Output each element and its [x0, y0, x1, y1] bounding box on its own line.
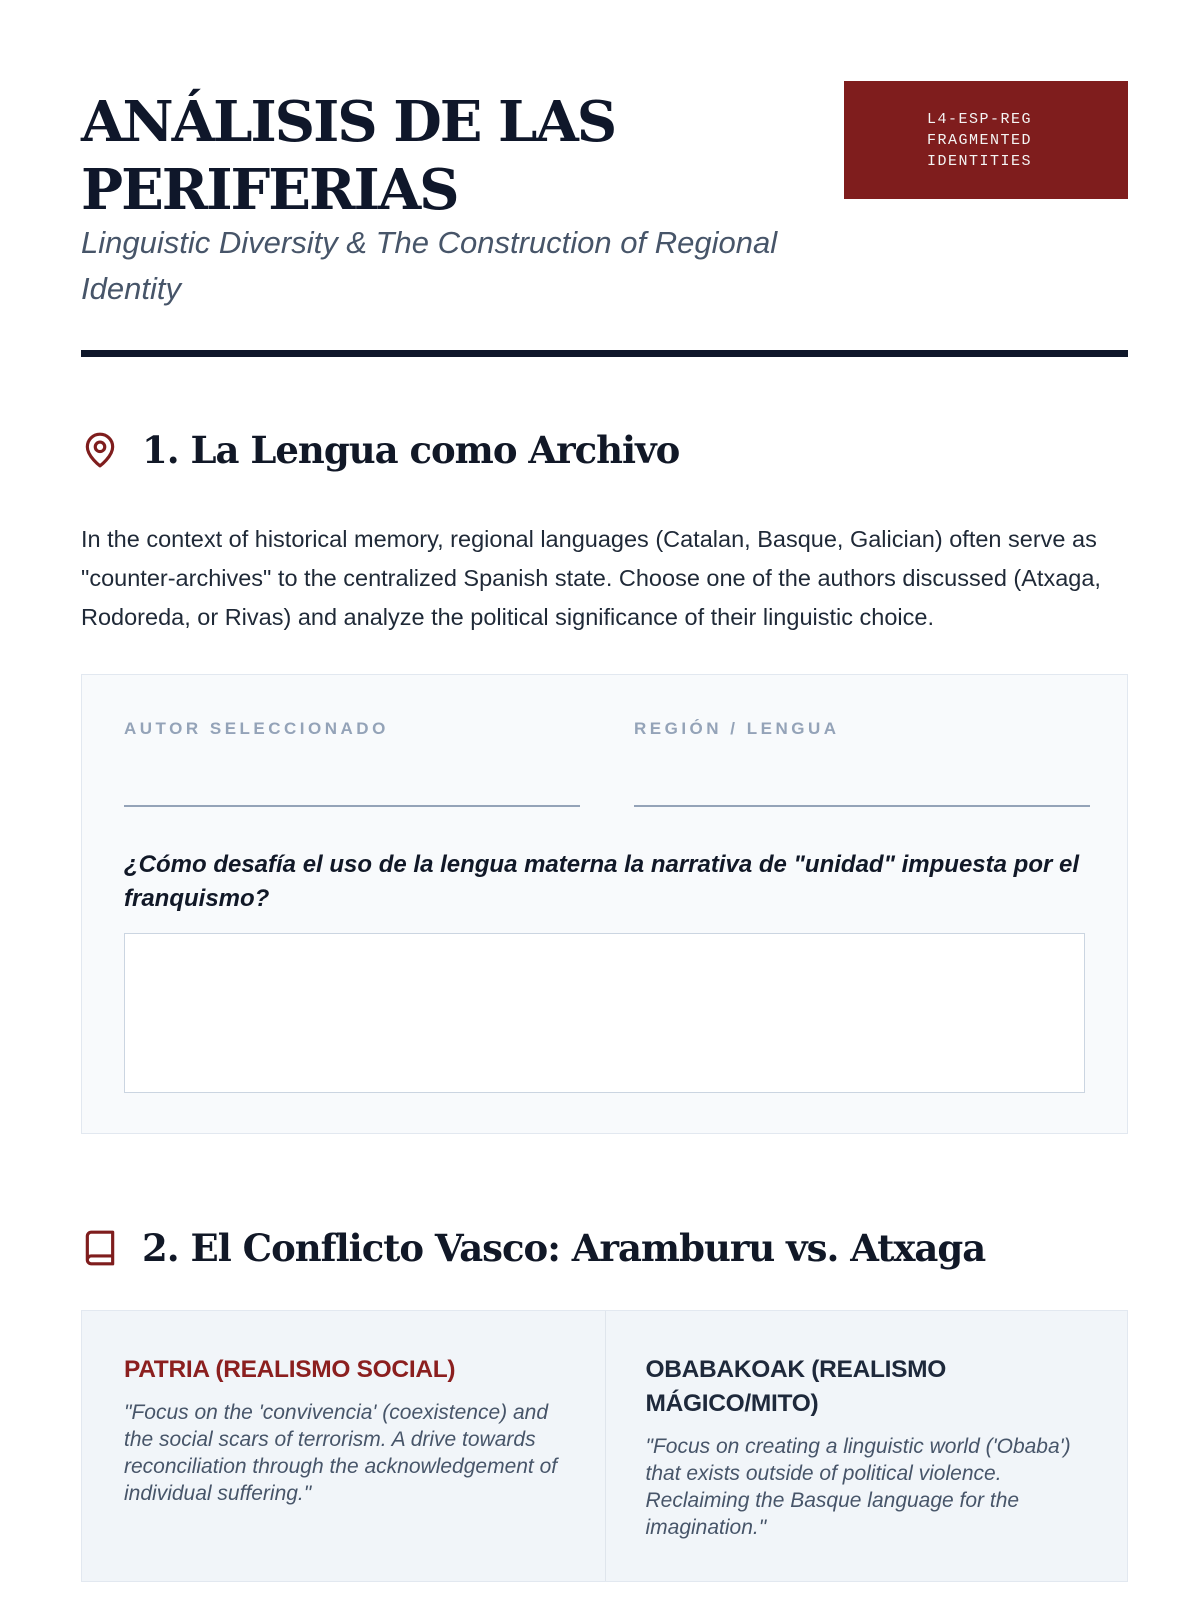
book-icon — [81, 1226, 121, 1270]
comparison-card-patria — [82, 1311, 605, 1581]
region-input-line[interactable] — [634, 805, 1090, 807]
title-line-1: ANÁLISIS DE LAS — [81, 89, 616, 155]
section-2-title: 2. El Conflicto Vasco: Aramburu vs. Atxaga — [142, 1226, 986, 1270]
section-1-intro: In the context of historical memory, regional languages (Catalan, Basque, Galician) often serve as "counter-archives" to the centralized Spanish state. Choose one of the authors discussed (Atxaga, Rodoreda, or Rivas) and analyze the political significance of their linguistic choice. — [81, 526, 1101, 630]
author-input-line[interactable] — [124, 805, 580, 807]
answer-textarea[interactable] — [124, 933, 1085, 1093]
section-1-heading — [81, 420, 1128, 480]
card-title: OBABAKOAK (REALISMO MÁGICO/MITO) — [645, 1356, 947, 1417]
page-title — [81, 88, 841, 224]
analysis-form — [81, 674, 1128, 1134]
region-field-label: REGIÓN / LENGUA — [634, 719, 840, 738]
card-quote: "Focus on the 'convivencia' (coexistence) and the social scars of terrorism. A drive towards reconciliation through the acknowledgement of individual suffering." — [124, 1401, 558, 1505]
comparison-panel — [81, 1310, 1128, 1582]
comparison-card-obabakoak — [605, 1311, 1128, 1581]
card-title: PATRIA (REALISMO SOCIAL) — [124, 1356, 456, 1383]
map-pin-icon — [81, 428, 121, 472]
title-line-2: PERIFERIAS — [81, 157, 458, 223]
page-header — [81, 80, 1128, 357]
course-code-badge — [844, 81, 1128, 199]
page-subtitle: Linguistic Diversity & The Construction of Regional Identity — [81, 225, 778, 306]
section-1-title: 1. La Lengua como Archivo — [142, 428, 680, 472]
author-field-label: AUTOR SELECCIONADO — [124, 719, 389, 738]
card-quote: "Focus on creating a linguistic world ('Obaba') that exists outside of political violence. Reclaiming the Basque language for the imagination." — [645, 1435, 1071, 1539]
badge-line: FRAGMENTED — [927, 131, 1033, 149]
badge-line: L4-ESP-REG — [927, 110, 1033, 128]
analysis-question: ¿Cómo desafía el uso de la lengua materna la narrativa de "unidad" impuesta por el franquismo? — [124, 851, 1080, 912]
header-divider — [81, 350, 1128, 357]
badge-line: IDENTITIES — [927, 152, 1033, 170]
section-2-heading — [81, 1218, 1128, 1278]
